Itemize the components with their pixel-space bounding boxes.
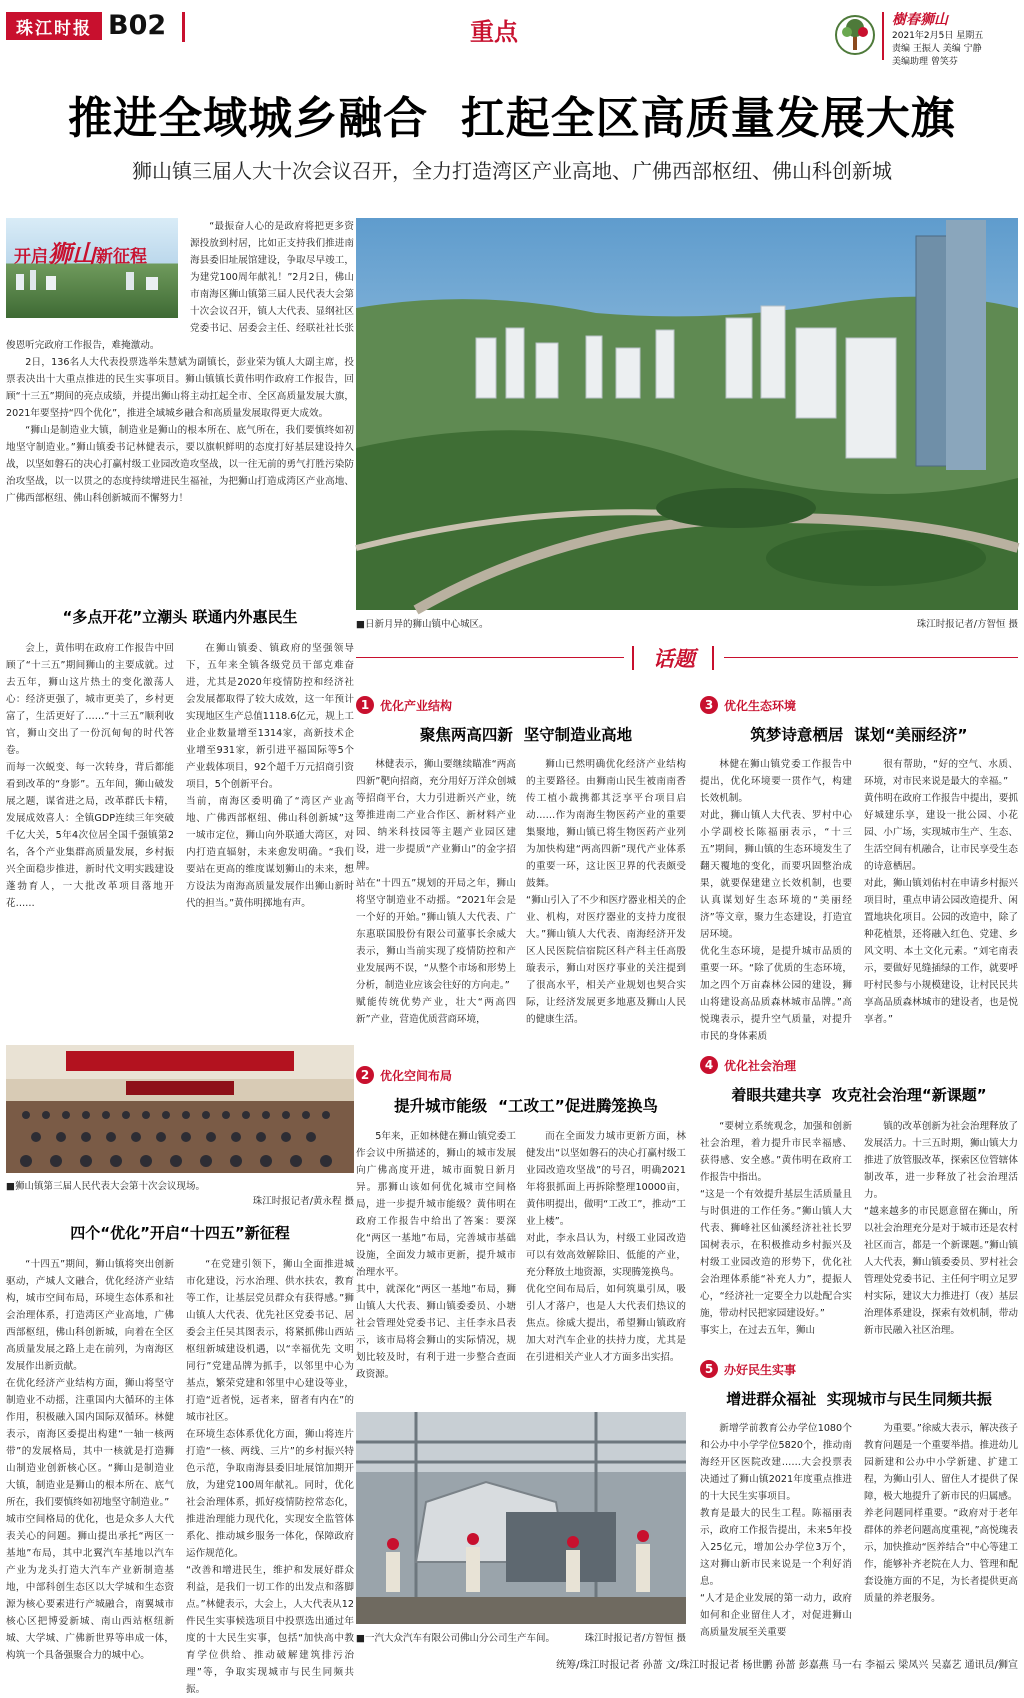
factory-photo-credit: 珠江时报记者/方智恒 摄: [584, 1633, 686, 1644]
topic-5-col-1: 新增学前教育公办学位1080个和公办中小学学位5820个，推动南海经开区医院改建……大会投票表决通过了狮山镇2021年度重点推进的十大民生实事项目。 教育是最大的民生工程。陈福丽表示，政府工作报告提出，未来5年投入25亿元，增加公办学位3万个，这对狮山新市民来说是一个利好消息。 “人才是企业发展的第一动力，政府如何和企业留住人才，对促进狮山高质量发展至关重要: [700, 1423, 852, 1638]
section-a-col-2: 在狮山镇委、镇政府的坚强领导下，五年来全镇各级党员干部克难奋进，尤其是2020年疫情防控和经济社会发展都取得了较大成效，这一年预计实现地区生产总值1118.6亿元，规上工业企业数量增至1314家，高新技术企业增至931家，新引进平福国际等5个产业载体项目，92个超千万元招商引资项目，5个创新平台。 当前，南海区委明确了“湾区产业高地、广佛西部枢纽、佛山科创新城”这一城市定位，狮山向外联通大湾区，对内打造直辐射，未来愈发明确。“我们要站在更高的维度谋划狮山的未来，想方设法为南海高质量发展作出狮山新时代的担当。”黄伟明掷地有声。: [186, 643, 354, 909]
topic-1-badge-label: 优化产业结构: [380, 698, 453, 713]
brand-text-b: 狮山: [48, 240, 96, 268]
topic-4-badge-label: 优化社会治理: [724, 1058, 797, 1073]
section-label: 重点: [470, 18, 518, 46]
topic-3-col-1: 林健在狮山镇党委工作报告中提出，优化环境要一贯作气，构建长效机制。 对此，狮山镇人大代表、罗村中心小学副校长陈福丽表示，“十三五”期间，狮山镇的生态环境发生了翻天覆地的变化，而要巩固整治成果，就要保建建立长效机制，也要认真谋划好生态环境的“美丽经济”等文章，聚力生态建设，打造宜居环境。 优化生态环境，是提升城市品质的重要一环。“除了优质的生态环境，加之四个万亩森林公园的建设，狮山将建设高品质森林城市品牌。”高悦瑰表示，提升空气质量，对提升市民的身体素质: [700, 759, 852, 1042]
section-b-title: 四个“优化”开启“十四五”新征程: [70, 1224, 290, 1242]
factory-photo: [356, 1412, 686, 1624]
brand-text-c: 新征程: [96, 247, 147, 267]
topic-4-number: 4: [700, 1056, 718, 1074]
proof-line: 美编助理 曾笑芬: [892, 57, 958, 67]
topic-1-badge: [356, 696, 452, 714]
city-photo-credit: 珠江时报记者/方智恒 摄: [916, 619, 1018, 630]
masthead: [0, 0, 1024, 70]
section-b-col-1: “十四五”期间，狮山镇将突出创新驱动，产城人文融合，优化经济产业结构，城市空间布局，环境生态体系和社会治理体系，打造湾区产业高地，广佛西部枢纽，佛山科创新城，向着在全区高质量发展之路上走在前列，为南海区发展作出新贡献。 在优化经济产业结构方面，狮山将坚守制造业不动摇，注重国内大循环的主体作用，积极融入国内国际双循环。林健表示，南海区委提出构建“一轴一核两带”的发展格局，其中一核就是打造狮山制造业创新核心区。“狮山是制造业大镇，制造业是狮山的根本所在、底气所在，我们要慎终如初地坚守制造业。” 城市空间格局的优化，也是众多人大代表关心的问题。狮山提出承托“两区一基地”布局，其中北翼汽车基地以汽车产业为龙头打造大汽车产业新制造基地，中部科创生态区以大学城和生态资源为核心要素进行产城融合，南翼城市核心区把博爱新城、南山西站枢纽新城、大学城、广佛新世界等串成一体，构筑一个具备强聚合力的城中心。: [6, 1259, 174, 1661]
topic-3-badge: [700, 696, 796, 714]
lead-paragraph-1: [6, 218, 354, 576]
topic-3-col-2: 很有帮助，“好的空气、水质、环境，对市民来说是最大的幸福。” 黄伟明在政府工作报告中提出，要抓好城建乐享，建设一批公园、小花园、小广场，实现城市生产、生态、生活空间有机融合，让市民享受生态的诗意栖居。 对此，狮山镇刘佑村在申请乡村振兴项目时，重点申请公园改造提升、闲置地块化项目。公园的改造中，除了种花植景，还将融入红色、党建、乡风文明、本土文化元素。“刘宅南表示，要做好见缝插绿的工作，就要呼吁村民参与小规模建设，让村民民共享高品质森林城市的建设者，也是悦享者。”: [864, 759, 1018, 1025]
page-number: B02: [108, 10, 167, 41]
lead-p1: “最振奋人心的是政府将把更多资源投放到村居，比如正支持我们推进南海县委旧址展馆建设，争取尽早竣工，为建党100周年献礼！”2月2日，佛山市南海区狮山镇第三届人民代表大会第十次会议召开，镇人大代表、显纲社区党委书记、居委会主任、经联社社长张俊恩听完政府工作报告，难掩激动。: [6, 221, 354, 351]
lead-p2: 2日，136名人大代表投票选举朱慧斌为副镇长，彭业荣为镇人大副主席，投票表决出十大重点推进的民生实事项目。狮山镇镇长黄伟明作政府工作报告，回顾“十三五”期间的亮点成绩，并提出狮山将主动扛起全市、全区高质量发展大旗，2021年要坚持“四个优化”，推进全域城乡融合和高质量发展取得更大成效。: [6, 357, 354, 419]
factory-photo-caption: ■一汽大众汽车有限公司佛山分公司生产车间。: [356, 1633, 555, 1644]
topic-3-badge-label: 优化生态环境: [724, 698, 797, 713]
topic-label: 话题: [653, 647, 695, 671]
topic-rule-right: [724, 657, 1018, 658]
masthead-divider: [182, 12, 185, 42]
date-line: 2021年2月5日 星期五: [892, 31, 984, 41]
topic-5-badge-label: 办好民生实事: [724, 1362, 797, 1377]
editor-line: 责编 王振人 美编 宁静: [892, 44, 982, 54]
paper-logo: 珠江时报: [6, 12, 102, 40]
city-photo-caption: ■日新月异的狮山镇中心城区。: [356, 619, 489, 630]
lead-float-spacer: [6, 218, 190, 324]
topic-5-title: 增进群众福祉 实现城市与民生同频共振: [726, 1390, 992, 1408]
topic-3-title: 筑梦诗意栖居 谋划“美丽经济”: [750, 726, 968, 744]
topic-4-badge: [700, 1056, 796, 1074]
topic-5-number: 5: [700, 1360, 718, 1378]
section-b-col-2: “在党建引领下，狮山全面推进城市化建设，污水治理、供水扶农，教育等工作，让基层党员群众有获得感。”狮山镇人大代表、优先社区党委书记、居委会主任吴其图表示，将紧抓佛山西站枢纽新城建设机遇，以“幸福优先 文明同行”党建品牌为抓手，以邻里中心为基点，繁荣党建和邻里中心建设等业，打造“近者悦，远者来，留者有内在”的城市社区。 在环境生态体系优化方面，狮山将连片打造“一核、两线、三片”的乡村振兴特色示范，争取南海县委旧址展馆加期开放，为建党100周年献礼。同时，优化社会治理体系，抓好疫情防控常态化，推进治理能力现代化，实现安全监管体系化、推动城乡服务一体化，保障政府运作规范化。 “改善和增进民生，维护和发展好群众利益，是我们一切工作的出发点和落脚点。”林健表示，大会上，人大代表从12件民生实事候选项目中投票选出通过年度的十大民生实事，包括“加快高中教育学位供给、推动破解建筑排污治理”等，争取实现城市与民生同频共振。: [186, 1259, 354, 1695]
topic-4-title: 着眼共建共享 攻克社会治理“新课题”: [731, 1086, 987, 1104]
city-photo: [356, 218, 1018, 610]
meeting-photo-caption: ■狮山镇第三届人民代表大会第十次会议现场。: [6, 1181, 205, 1192]
topic-bracket-right: [712, 646, 714, 670]
meeting-photo-credit: 珠江时报记者/黄永程 摄: [252, 1196, 354, 1207]
masthead-vertical-rule: [882, 12, 884, 60]
topic-divider: [356, 640, 1018, 676]
topic-4-col-1: “要树立系统观念，加强和创新社会治理，着力提升市民幸福感、获得感、安全感。”黄伟明在政府工作报告中指出。 “这是一个有效提升基层生活质量且与时俱进的工作任务。”狮山镇人大代表、狮峰社区仙溪经济社社长罗国树表示，在积极推动乡村振兴及村级工业园改造的形势下，优化社会治理体系能“补充人力”，提振人心，“经济社一定要全力以赴配合实施，带动村民把家园建设好。” 事实上，在过去五年，狮山: [700, 1121, 852, 1336]
topic-4-col-2: 镇的改革创新为社会治理释放了发展活力。十三五时期，狮山镇大力推进了放管服改革，探索区位管辖体制改革，进一步释放了社会治理活力。 “越来越多的市民愿意留在狮山，所以社会治理充分是对于城市还是农村社区而言，都是一个新课题。”狮山镇人大代表，狮山镇委委员、罗村社会管理处党委书记、主任何宇明立足罗村实际，建议大力推进打（夜）基层治理体系建设，探索有效机制，带动新市民融入社区治理。: [864, 1121, 1018, 1336]
topic-2-title: 提升城市能级 “工改工”促进腾笼换鸟: [394, 1097, 658, 1115]
column-brand-icon: [834, 14, 876, 56]
topic-5-badge: [700, 1360, 796, 1378]
column-brand: 樹春狮山: [892, 12, 948, 28]
topic-2-badge: [356, 1066, 452, 1084]
meeting-photo: [6, 1045, 354, 1173]
section-a-col-1: 会上，黄伟明在政府工作报告中回顾了“十三五”期间狮山的主要成就。过去五年，狮山这片热土的变化激荡人心：经济更强了，城市更美了，乡村更富了，生活更好了……“十三五”顺利收官，狮山交出了一份沉甸甸的时代答卷。 而每一次蜕变、每一次转身，背后都能看到改革的“身影”。五年间，狮山破发展之题，谋省进之局，改革群氏卡精，发展成效喜人：全镇GDP连续三年突破千亿大关，5年4次位居全国千强镇第2名，各个产业集群高质量发展，乡村振兴全面稳步推进，新时代文明实践建设蓬勃育人，一大批改革项目落地开花……: [6, 643, 174, 909]
headline-deck: 狮山镇三届人大十次会议召开，全力打造湾区产业高地、广佛西部枢纽、佛山科创新城: [132, 159, 892, 183]
topic-bracket-left: [632, 646, 634, 670]
topic-2-col-2: 而在全面发力城市更新方面，林健发出“以坚如磐石的决心打赢村级工业园改造攻坚战”的号召，明确2021年将狠抓面上再拆除整理10000亩，黄伟明提出，做明“工改工”，推动“工业上楼”。 对此，李永昌认为，村级工业园改造可以有效高效解除旧、低能的产业，充分释放土地资源，实现腾笼换鸟。 优化空间布局后，如何筑巢引凤，吸引人才落户，也是人大代表们热议的焦点。徐威大提出，希望狮山镇政府加大对汽车企业的扶持力度，尤其是在引进相关产业人才方面多出实招。: [526, 1131, 686, 1363]
topic-1-col-2: 狮山已然明确优化经济产业结构的主要路径。由狮南山民生被南南香传工植小裁携都其泛享平台项目启动……作为南海生物医药产业的重要集聚地，狮山镇已将生物医药产业列为加快构建“两高四新”现代产业体系的重要一环，这让医卫界的代表颇受鼓舞。 “狮山引入了不少和医疗器业相关的企业、机构，对医疗器业的支持力度很大。”狮山镇人大代表、南海经济开发区人民医院信宿院区科产科主任高殷璇表示，狮山对医疗事业的关注提到了很高水平，相关产业规划也契合实际，让经济发展更多地惠及狮山人民的健康生活。: [526, 759, 686, 1025]
main-headline: 推进全域城乡融合 扛起全区高质量发展大旗: [68, 93, 956, 144]
lead-p3: “狮山是制造业大镇，制造业是狮山的根本所在、底气所在，我们要慎终如初地坚守制造业。”狮山镇委书记林健表示，要以旗帜鲜明的态度打好基层建设持久战，以坚如磐石的决心打赢村级工业园改造攻坚战，以一往无前的勇气打胜污染防治攻坚战，以一以贯之的态度持续增进民生福祉，为把狮山打造成湾区产业高地、广佛西部枢纽、佛山科创新城而不懈努力！: [6, 425, 354, 504]
topic-2-badge-label: 优化空间布局: [380, 1068, 453, 1083]
topic-2-number: 2: [356, 1066, 374, 1084]
topic-2-col-1: 5年来，正如林健在狮山镇党委工作会议中所描述的，狮山的城市发展向广佛高度开进，城市面貌日新月异。那狮山该如何优化城市空间格局，进一步提升城市能级？黄伟明在政府工作报告中给出了答案：要深化“两区一基地”布局，完善城市基础设施，全面发力城市更新，提升城市治理水平。 其中，就深化“两区一基地”布局，狮山镇人大代表、狮山镇委委员、小塘社会管理处党委书记、主任李永昌表示，该市局将会狮山的实际情况，规划比较及时，有利于进一步整合查面政资源。: [356, 1131, 516, 1380]
topic-5-col-2: 为重要。”徐威大表示，解决孩子教育问题是一个重要举措。推进幼儿园新建和公办中小学新建、扩建工程，为狮山引人、留住人才提供了保障，极大地提升了新市民的归属感。 养老问题同样重要。“政府对于老年群体的养老问题高度重视，”高悦瑰表示，加快推动“医养结合”中心等建工作，能够补齐老院在人力、管理和配套设施方面的不足，为长者提供更高质量的养老服务。: [864, 1423, 1018, 1604]
topic-1-title: 聚焦两高四新 坚守制造业高地: [419, 726, 633, 744]
topic-3-number: 3: [700, 696, 718, 714]
topic-1-col-1: 林健表示，狮山要继续瞄准“两高四新”靶向招商，充分用好万洋众创城等招商平台，大力引进新兴产业，统筹推进南二产业合作区、新材料产业园、纳米科技园等主题产业园区建设，进一步提质“产业狮山”的金字招牌。 站在“十四五”规划的开局之年，狮山将坚守制造业不动摇。“2021年会是一个好的开始。”狮山镇人大代表、广东惠联国股份有限公司董事长余威大表示，狮山当前实现了疫情防控和产业发展两不误，“从整个市场和形势上分析，制造业应该会往好的方向走。” 赋能传统优势产业，壮大“两高四新”产业，营造优质营商环境，: [356, 759, 516, 1025]
topic-1-number: 1: [356, 696, 374, 714]
footer-credits: 统筹/珠江时报记者 孙蔷 文/珠江时报记者 杨世鹏 孙蔷 彭嘉燕 马一右 李福云 梁凤兴 吴嘉艺 通讯员/狮宣: [556, 1660, 1018, 1671]
topic-rule-left: [356, 657, 624, 658]
section-a-title: “多点开花”立潮头 联通内外惠民生: [62, 608, 298, 626]
brand-text-a: 开启: [14, 247, 48, 267]
